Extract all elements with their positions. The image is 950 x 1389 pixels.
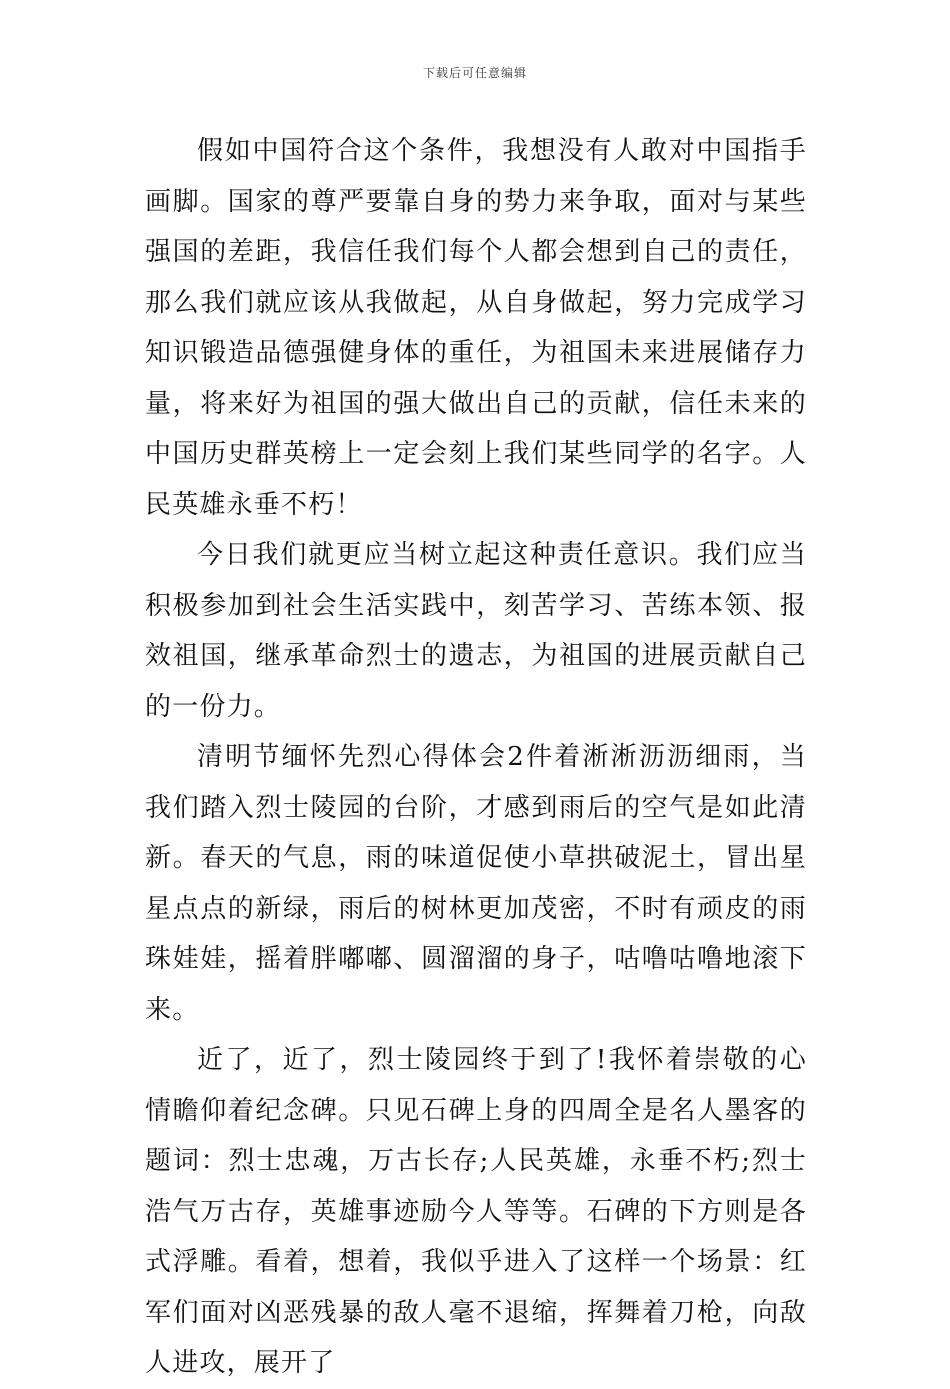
paragraph-4: 近了，近了，烈士陵园终于到了!我怀着崇敬的心情瞻仰着纪念碑。只见石碑上身的四周全是名人墨客的题词：烈士忠魂，万古长存;人民英雄，永垂不朽;烈士浩气万古存，英雄事迹励今人等等。石碑的下方则是各式浮雕。看着，想着，我似乎进入了这样一个场景：红军们面对凶恶残暴的敌人毫不退缩，挥舞着刀枪，向敌人进攻，展开了 — [145, 1045, 807, 1378]
paragraph-1: 假如中国符合这个条件，我想没有人敢对中国指手画脚。国家的尊严要靠自身的势力来争取，面对与某些强国的差距，我信任我们每个人都会想到自己的责任，那么我们就应该从我做起，从自身做起，努力完成学习知识锻造品德强健身体的重任，为祖国未来进展储存力量，将来好为祖国的强大做出自己的贡献，信任未来的中国历史群英榜上一定会刻上我们某些同学的名字。人民英雄永垂不朽！ — [145, 136, 807, 520]
paragraph-3: 清明节缅怀先烈心得体会2件着淅淅沥沥细雨，当我们踏入烈士陵园的台阶，才感到雨后的空气是如此清新。春天的气息，雨的味道促使小草拱破泥土，冒出星星点点的新绿，雨后的树林更加茂密，不时有顽皮的雨珠娃娃，摇着胖嘟嘟、圆溜溜的身子，咕噜咕噜地滚下来。 — [145, 742, 807, 1025]
paragraph-2: 今日我们就更应当树立起这种责任意识。我们应当积极参加到社会生活实践中，刻苦学习、苦练本领、报效祖国，继承革命烈士的遗志，为祖国的进展贡献自己的一份力。 — [145, 540, 807, 722]
document-body — [145, 126, 807, 1389]
page-header: 下载后可任意编辑 — [422, 66, 527, 80]
